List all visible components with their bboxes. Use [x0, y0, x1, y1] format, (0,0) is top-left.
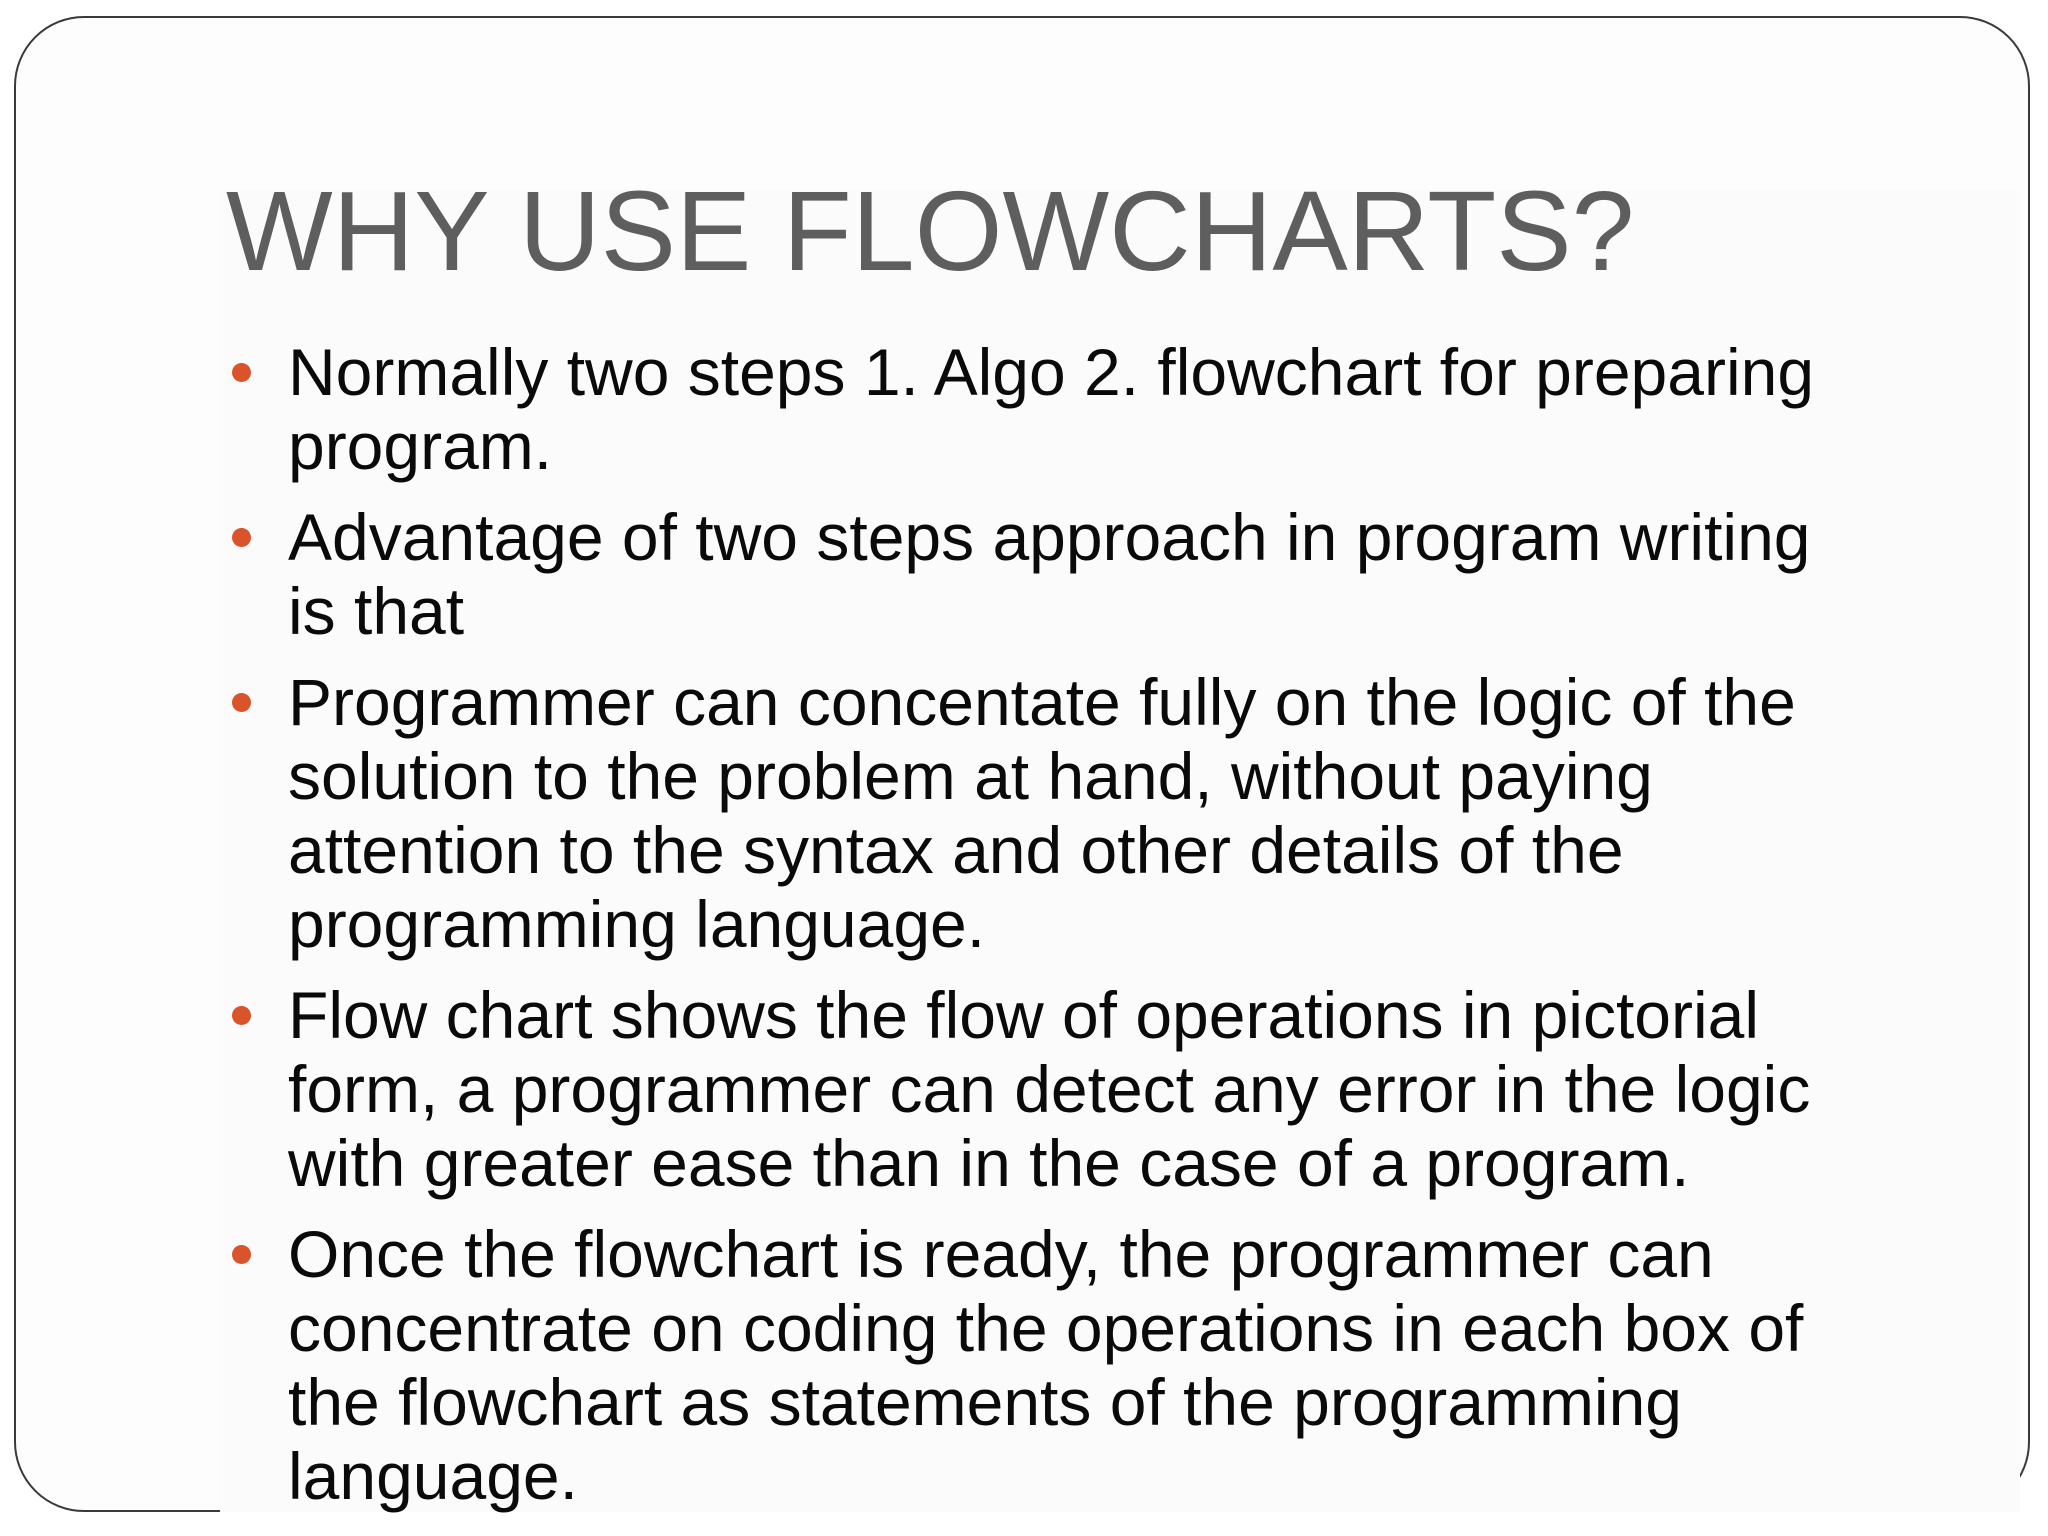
- bullet-item: [226, 1217, 1866, 1513]
- bullet-dot-icon: [232, 1006, 251, 1025]
- bullet-item: [226, 335, 1866, 483]
- bullet-text: Flow chart shows the flow of operations in pictorial form, a programmer can detect any error in the logic with greater ease than in the case of a program.: [288, 978, 1811, 1200]
- bullet-text: Once the flowchart is ready, the programmer can concentrate on coding the operations in each box of the flowchart as statements of the programming language.: [288, 1217, 1804, 1513]
- bullet-item: [226, 665, 1866, 961]
- bullet-list: [226, 335, 1866, 1530]
- bullet-text: Normally two steps 1. Algo 2. flowchart for preparing program.: [288, 335, 1815, 483]
- bullet-text: Advantage of two steps approach in program writing is that: [288, 500, 1811, 648]
- bullet-dot-icon: [232, 693, 251, 712]
- bullet-item: [226, 500, 1866, 648]
- bullet-text: Programmer can concentate fully on the logic of the solution to the problem at hand, without paying attention to the syntax and other details of the programming language.: [288, 665, 1796, 961]
- bullet-dot-icon: [232, 363, 251, 382]
- slide-title: WHY USE FLOWCHARTS?: [226, 168, 1635, 294]
- bullet-item: [226, 978, 1866, 1200]
- bullet-dot-icon: [232, 1245, 251, 1264]
- bullet-dot-icon: [232, 528, 251, 547]
